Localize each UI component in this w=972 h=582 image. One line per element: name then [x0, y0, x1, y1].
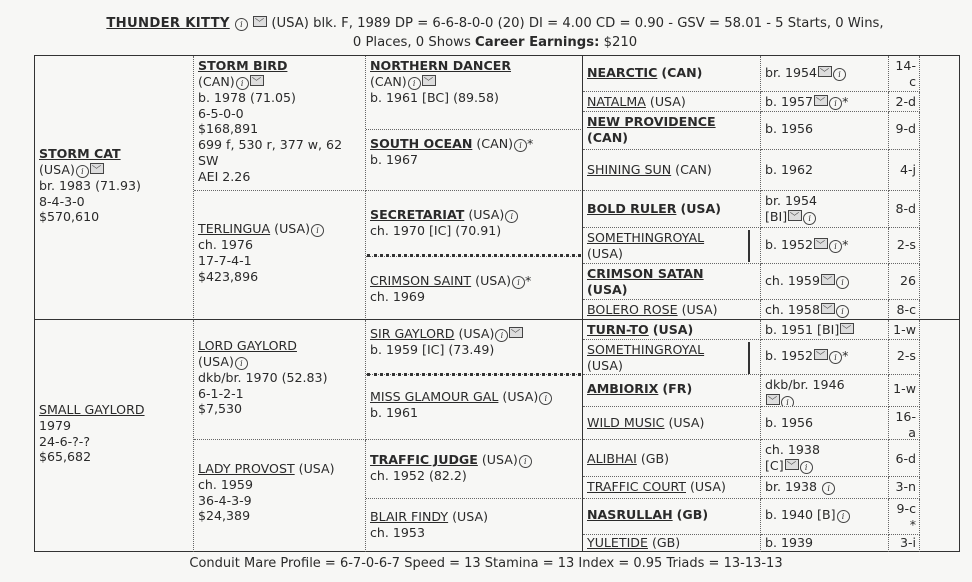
dosage-code: [C]: [765, 457, 784, 473]
star-mark: *: [842, 94, 849, 109]
birth-info: b. 1952: [765, 237, 814, 252]
email-icon[interactable]: [840, 323, 854, 334]
separator-line: [582, 56, 583, 552]
gen4-name-9: [583, 320, 761, 340]
career-earnings-value: $210: [603, 35, 638, 50]
dam-record: 24-6-?-?: [39, 433, 91, 449]
country: (USA): [652, 322, 694, 337]
family-8: 8-c: [889, 300, 920, 320]
birth-info: ch. 1976: [198, 237, 253, 252]
birth-info: b. 1957: [765, 94, 814, 109]
horse-name-link[interactable]: SIR GAYLORD: [370, 326, 455, 341]
sw-label: SW: [198, 152, 219, 168]
horse-name-link[interactable]: TURN-TO: [587, 322, 649, 337]
email-icon[interactable]: [253, 16, 267, 27]
gen2-cell-1: [194, 56, 366, 191]
info-icon[interactable]: i: [519, 455, 532, 468]
gen4-info-14: [761, 477, 889, 499]
horse-name-link[interactable]: CRIMSON SATAN: [587, 266, 704, 281]
family-13: 6-d: [889, 440, 920, 477]
horse-name-link[interactable]: NATALMA: [587, 94, 646, 109]
horse-name-link[interactable]: SHINING SUN: [587, 162, 672, 177]
earnings: $24,389: [198, 508, 251, 524]
horse-name-link[interactable]: LORD GAYLORD: [198, 338, 297, 353]
info-icon[interactable]: i: [539, 392, 552, 405]
gen4-name-6: [583, 228, 761, 264]
aei: AEI 2.26: [198, 168, 251, 184]
birth-info: ch. 1970 [IC] (70.91): [370, 223, 502, 238]
horse-name-link[interactable]: MISS GLAMOUR GAL: [370, 389, 499, 404]
info-icon[interactable]: i: [512, 276, 525, 289]
horse-summary-cont: 0 Places, 0 Shows: [352, 35, 471, 50]
info-icon[interactable]: i: [829, 240, 842, 253]
horse-summary: (USA) blk. F, 1989 DP = 6-6-8-0-0 (20) DI = 4.00 CD = 0.90 - GSV = 58.01 - 5 Starts, 0 Wins,: [271, 16, 884, 31]
horse-name-link[interactable]: TRAFFIC COURT: [587, 479, 686, 494]
sire-country: (USA): [39, 161, 75, 177]
gen4-name-7: [583, 264, 761, 300]
horse-name-link[interactable]: SOMETHINGROYAL: [587, 230, 705, 245]
country: (CAN): [476, 136, 514, 151]
gen4-name-15: [583, 499, 761, 535]
separator-line: [367, 373, 581, 376]
horse-name-link[interactable]: BOLD RULER: [587, 201, 677, 216]
country: (USA): [587, 281, 628, 297]
country: (USA): [681, 302, 718, 317]
email-icon[interactable]: [814, 238, 828, 249]
info-icon[interactable]: i: [829, 97, 842, 110]
country: (USA): [587, 245, 623, 261]
sire-record: 8-4-3-0: [39, 193, 85, 209]
family-15: 9-c*: [889, 499, 920, 535]
info-icon[interactable]: i: [803, 212, 816, 225]
gen4-info-10: [761, 340, 889, 375]
separator-line: [35, 319, 959, 320]
earnings: $423,896: [198, 268, 259, 284]
family-12: 16-a: [889, 407, 920, 440]
email-icon[interactable]: [422, 75, 436, 86]
info-icon[interactable]: i: [800, 461, 813, 474]
gen4-info-2: [761, 92, 889, 112]
gen4-name-2: [583, 92, 761, 112]
horse-name-link[interactable]: SECRETARIAT: [370, 207, 465, 222]
family-11: 1-w: [889, 375, 920, 407]
star-mark: *: [842, 348, 849, 363]
gen4-name-4: [583, 150, 761, 191]
country: (USA): [452, 509, 489, 524]
birth-info: dkb/br. 1970 (52.83): [198, 369, 328, 385]
sire-cell: [35, 56, 194, 320]
gen4-info-16: [761, 535, 889, 552]
earnings: $7,530: [198, 401, 243, 417]
dam-cell: [35, 320, 194, 552]
email-icon[interactable]: [250, 75, 264, 86]
family-2: 2-d: [889, 92, 920, 112]
birth-info: ch. 1958: [765, 302, 820, 317]
horse-name-link[interactable]: TRAFFIC JUDGE: [370, 452, 478, 467]
country: (FR): [662, 381, 693, 396]
birth-info: b. 1959 [IC] (73.49): [370, 342, 495, 357]
gen4-info-6: [761, 228, 889, 264]
gen4-name-8: [583, 300, 761, 320]
horse-name-link[interactable]: WILD MUSIC: [587, 415, 665, 430]
gen3-cell-1: [366, 56, 583, 130]
gen4-name-1: [583, 56, 761, 92]
horse-name-link[interactable]: ALIBHAI: [587, 451, 637, 466]
birth-info: br. 1938: [765, 479, 818, 494]
country: (USA): [649, 94, 686, 109]
family-3: 9-d: [889, 112, 920, 150]
conduit-mare-profile: Conduit Mare Profile = 6-7-0-6-7 Speed = 13 Stamina = 13 Index = 0.95 Triads = 13-13-13: [189, 556, 783, 571]
gen4-name-16: [583, 535, 761, 552]
family-10: 2-s: [889, 340, 920, 375]
gen4-info-7: [761, 264, 889, 300]
gen4-name-3: [583, 112, 761, 150]
info-icon[interactable]: i: [408, 77, 421, 90]
birth-info: ch. 1952 (82.2): [370, 468, 467, 483]
birth-info: ch. 1953: [370, 524, 425, 540]
country: (GB): [651, 535, 681, 550]
record: 6-5-0-0: [198, 105, 244, 121]
birth-info: b. 1952: [765, 348, 814, 363]
email-icon[interactable]: [90, 163, 104, 174]
family-9: 1-w: [889, 320, 920, 340]
gen4-info-4: [761, 150, 889, 191]
record: 36-4-3-9: [198, 492, 252, 508]
gen4-info-11: [761, 375, 889, 407]
birth-info: b. 1956: [765, 415, 814, 430]
record: 6-1-2-1: [198, 385, 244, 401]
info-icon[interactable]: i: [236, 77, 249, 90]
country: (USA): [690, 479, 726, 494]
birth-info: br. 1954: [765, 193, 818, 208]
birth-info: ch. 1959: [765, 273, 820, 288]
star-mark: *: [527, 136, 534, 151]
info-icon[interactable]: i: [829, 351, 842, 364]
star-mark: *: [525, 273, 532, 288]
horse-name-link[interactable]: CRIMSON SAINT: [370, 273, 472, 288]
gen2-cell-2: [194, 191, 366, 320]
horse-name-link[interactable]: NEARCTIC: [587, 65, 658, 80]
birth-info: b. 1951 [BI]: [765, 322, 840, 337]
star-mark: *: [842, 237, 849, 252]
separator-line: [748, 230, 750, 262]
horse-name-link[interactable]: LADY PROVOST: [198, 461, 295, 476]
family-6: 2-s: [889, 228, 920, 264]
dam-birth: 1979: [39, 417, 72, 433]
birth-info: b. 1967: [370, 152, 419, 167]
gen4-name-12: [583, 407, 761, 440]
country: (USA): [198, 353, 234, 369]
horse-name-link[interactable]: NORTHERN DANCER: [370, 58, 512, 73]
info-icon[interactable]: i: [235, 357, 248, 370]
separator-line: [367, 254, 581, 257]
gen4-info-1: [761, 56, 889, 92]
sire-earnings: $570,610: [39, 209, 100, 225]
info-icon[interactable]: i: [495, 329, 508, 342]
birth-info: b. 1940 [B]: [765, 507, 836, 522]
info-icon[interactable]: i: [76, 165, 89, 178]
email-icon[interactable]: [821, 274, 835, 285]
gen4-info-15: [761, 499, 889, 535]
family-4: 4-j: [889, 150, 920, 191]
country: (USA): [481, 452, 518, 467]
birth-info: b. 1961: [370, 405, 419, 420]
gen2-cell-4: [194, 440, 366, 552]
gen3-cell-8: [366, 499, 583, 552]
gen4-name-11: [583, 375, 761, 407]
info-icon[interactable]: i: [833, 68, 846, 81]
horse-name-link[interactable]: SOUTH OCEAN: [370, 136, 473, 151]
horse-name-link[interactable]: TERLINGUA: [198, 221, 271, 236]
country: (USA): [274, 221, 311, 236]
country: (USA): [680, 201, 721, 216]
country: (USA): [298, 461, 335, 476]
info-icon[interactable]: i: [781, 396, 794, 407]
birth-info: b. 1962: [765, 162, 814, 177]
horse-name-link[interactable]: BOLERO ROSE: [587, 302, 678, 317]
country: (CAN): [587, 129, 629, 145]
family-14: 3-n: [889, 477, 920, 499]
info-icon[interactable]: i: [837, 510, 850, 523]
info-icon[interactable]: i: [836, 305, 849, 318]
info-icon[interactable]: i: [505, 210, 518, 223]
horse-name-link[interactable]: SOMETHINGROYAL: [587, 342, 705, 357]
country: (USA): [458, 326, 495, 341]
country: (USA): [468, 207, 505, 222]
gen3-cell-5: [366, 320, 583, 375]
info-icon[interactable]: i: [836, 276, 849, 289]
email-icon[interactable]: [766, 394, 780, 405]
country: (USA): [475, 273, 512, 288]
gen2-cell-3: [194, 320, 366, 440]
sire-birth: br. 1983 (71.93): [39, 177, 141, 193]
sire-name-link[interactable]: STORM CAT: [39, 146, 121, 161]
country: (USA): [502, 389, 539, 404]
country: (USA): [587, 357, 623, 373]
gen4-name-13: [583, 440, 761, 477]
email-icon[interactable]: [509, 327, 523, 338]
gen4-name-5: [583, 191, 761, 228]
dam-name-link[interactable]: SMALL GAYLORD: [39, 402, 145, 417]
foal-stats: 699 f, 530 r, 377 w, 62: [198, 137, 343, 153]
gen3-cell-3: [366, 191, 583, 257]
gen3-cell-7: [366, 440, 583, 499]
horse-name-link[interactable]: THUNDER KITTY: [106, 16, 230, 31]
gen4-info-8: [761, 300, 889, 320]
country: (GB): [640, 451, 670, 466]
birth-info: br. 1954: [765, 65, 818, 80]
country: (CAN): [661, 65, 703, 80]
record: 17-7-4-1: [198, 252, 252, 268]
country: (CAN): [675, 162, 712, 177]
birth-info: b. 1978 (71.05): [198, 89, 296, 105]
country: (CAN): [198, 73, 235, 89]
gen4-name-14: [583, 477, 761, 499]
family-5: 8-d: [889, 191, 920, 228]
email-icon[interactable]: [785, 459, 799, 470]
email-icon[interactable]: [814, 349, 828, 360]
birth-info: b. 1956: [765, 121, 814, 136]
gen3-cell-6: [366, 375, 583, 440]
gen4-info-12: [761, 407, 889, 440]
info-icon[interactable]: i: [514, 139, 527, 152]
family-16: 3-i: [889, 535, 920, 552]
pedigree-header: [30, 14, 960, 52]
horse-name-link[interactable]: AMBIORIX: [587, 381, 659, 396]
info-icon[interactable]: i: [235, 18, 248, 31]
gen4-info-13: [761, 440, 889, 477]
birth-info: dkb/br. 1946: [765, 377, 845, 392]
gen4-name-10: [583, 340, 761, 375]
horse-name-link[interactable]: NEW PROVIDENCE: [587, 114, 716, 129]
info-icon[interactable]: i: [311, 224, 324, 237]
dam-earnings: $65,682: [39, 449, 92, 465]
gen3-cell-2: [366, 130, 583, 191]
family-1: 14-c: [889, 56, 920, 92]
separator-line: [748, 342, 750, 374]
email-icon[interactable]: [821, 303, 835, 314]
horse-name-link[interactable]: BLAIR FINDY: [370, 509, 449, 524]
dosage-code: [BI]: [765, 208, 788, 224]
country: (USA): [668, 415, 705, 430]
email-icon[interactable]: [814, 95, 828, 106]
earnings: $168,891: [198, 121, 259, 137]
gen4-info-5: [761, 191, 889, 228]
birth-info: b. 1961 [BC] (89.58): [370, 89, 499, 105]
gen4-info-9: [761, 320, 889, 340]
gen3-cell-4: [366, 257, 583, 320]
birth-info: ch. 1938: [765, 442, 820, 457]
horse-name-link[interactable]: NASRULLAH: [587, 507, 673, 522]
family-7: 26: [889, 264, 920, 300]
birth-info: ch. 1959: [198, 476, 253, 492]
horse-name-link[interactable]: YULETIDE: [587, 535, 648, 550]
country: (CAN): [370, 73, 407, 89]
email-icon[interactable]: [788, 210, 802, 221]
country: (GB): [676, 507, 709, 522]
career-earnings-label: Career Earnings:: [475, 35, 600, 50]
birth-info: ch. 1969: [370, 289, 425, 304]
horse-name-link[interactable]: STORM BIRD: [198, 58, 288, 73]
info-icon[interactable]: i: [822, 482, 835, 495]
birth-info: b. 1939: [765, 535, 814, 550]
gen4-info-3: [761, 112, 889, 150]
email-icon[interactable]: [818, 66, 832, 77]
